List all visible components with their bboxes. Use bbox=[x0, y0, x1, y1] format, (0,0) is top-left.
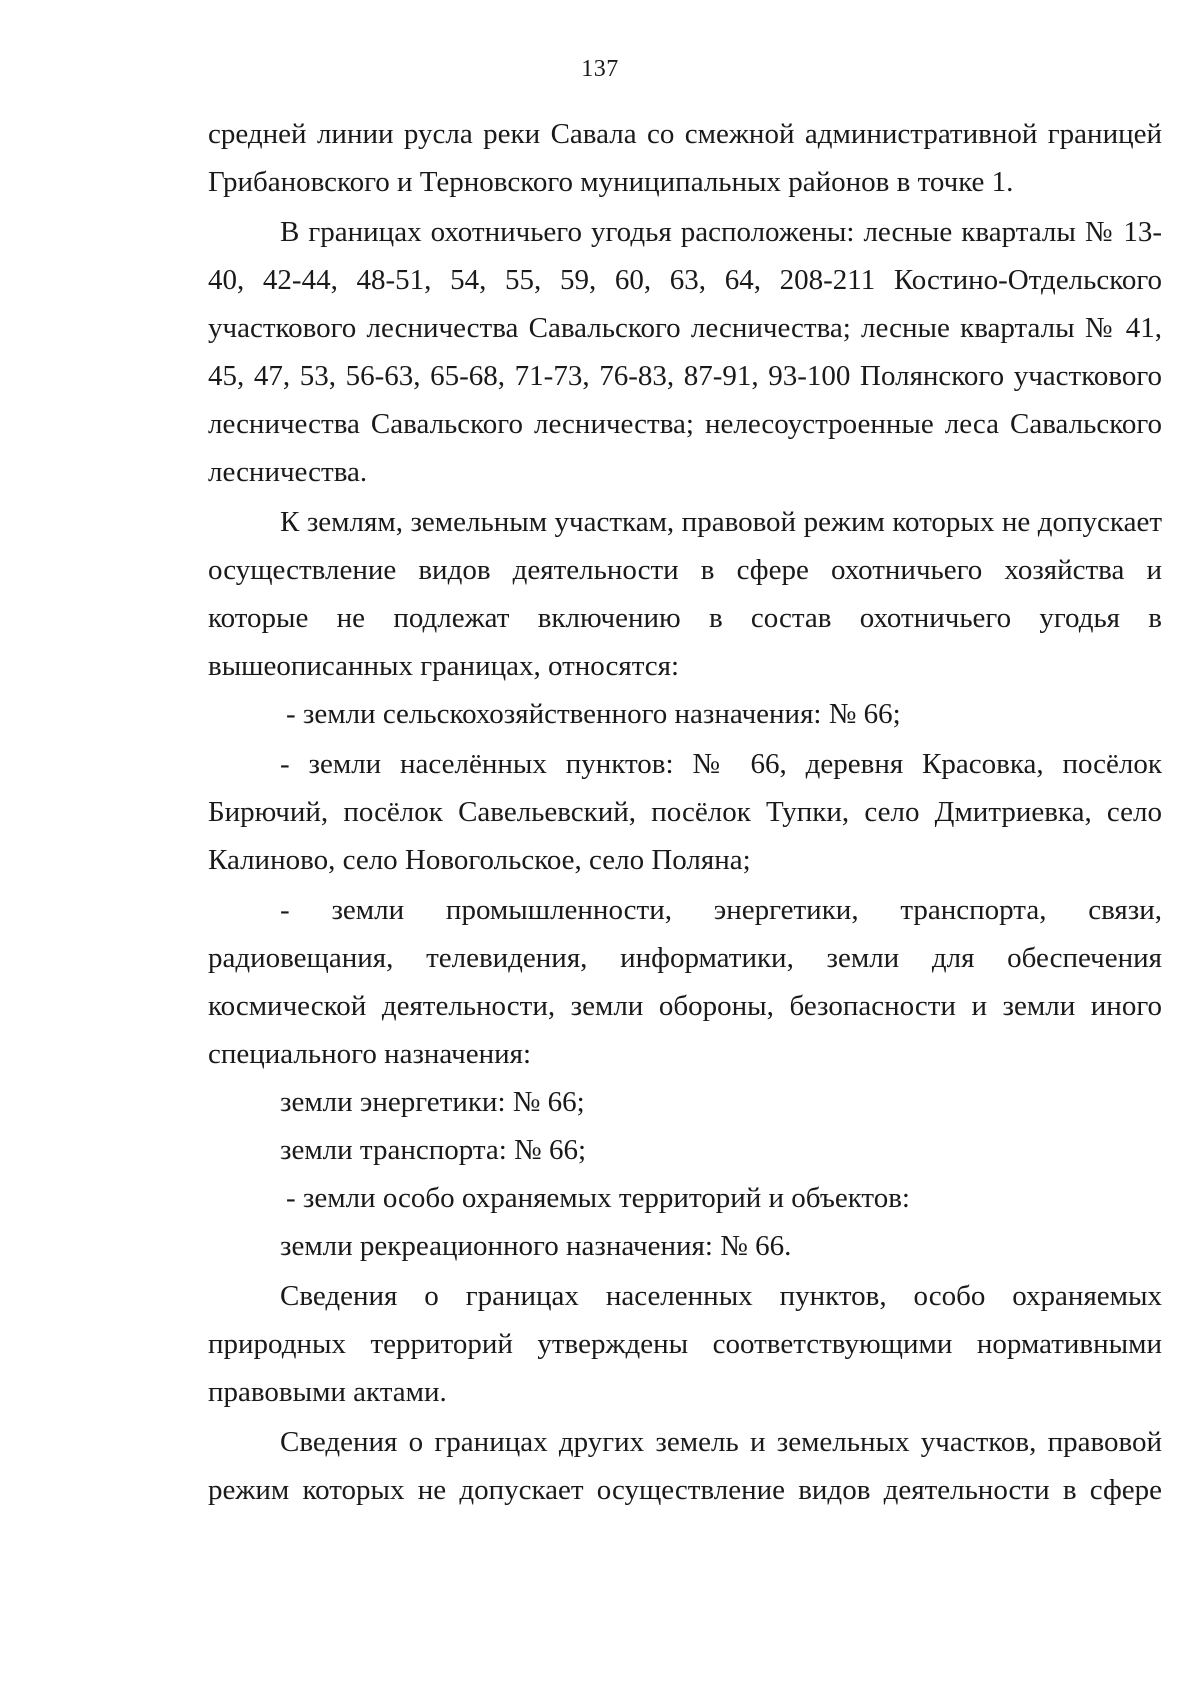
paragraph-boundary-end: средней линии русла реки Савала со смежной административной границей Грибановского и Терновского муниципальных районов в точке 1. bbox=[208, 118, 1162, 198]
sub-item-recreational-lands: земли рекреационного назначения: № 66. bbox=[280, 1230, 792, 1262]
paragraph-other-lands: Сведения о границах других земель и земельных участков, правовой режим которых не допускает осуществление видов деятельности в сфере bbox=[208, 1426, 1162, 1506]
paragraph-excluded-lands-intro: К землям, земельным участкам, правовой режим которых не допускает осуществление видов деятельности в сфере охотничьего хозяйства и которые не подлежат включению в состав охотничьего угодья в вышеописанных границах, относятся: bbox=[208, 506, 1162, 682]
list-item-industrial-lands: - земли промышленности, энергетики, транспорта, связи, радиовещания, телевидения, информатики, земли для обеспечения космической деятельности, земли обороны, безопасности и земли иного специального назначения: bbox=[208, 894, 1162, 1070]
page-number: 137 bbox=[581, 56, 619, 82]
paragraph-forest-quarters: В границах охотничьего угодья расположены: лесные кварталы № 13-40, 42-44, 48-51, 54, 55, 59, 60, 63, 64, 208-211 Костино-Отдельского участкового лесничества Савальского лесничества; лесные кварталы № 41, 45, 47, 53, 56-63, 65-68, 71-73, 76-83, 87-91, 93-100 Полянского участкового лесничества Савальского лесничества; нелесоустроенные леса Савальского лесничества. bbox=[208, 216, 1162, 488]
list-item-agricultural-lands: - земли сельскохозяйственного назначения: № 66; bbox=[286, 698, 901, 730]
list-item-settlement-lands: - земли населённых пунктов: № 66, деревня Красовка, посёлок Бирючий, посёлок Савельевский, посёлок Тупки, село Дмитриевка, село Калиново, село Новогольское, село Поляна; bbox=[208, 748, 1162, 876]
paragraph-boundary-acts: Сведения о границах населенных пунктов, особо охраняемых природных территорий утверждены соответствующими нормативными правовыми актами. bbox=[208, 1280, 1162, 1408]
document-body bbox=[208, 110, 1162, 1514]
list-item-protected-lands: - земли особо охраняемых территорий и объектов: bbox=[286, 1182, 910, 1214]
sub-item-transport-lands: земли транспорта: № 66; bbox=[280, 1134, 587, 1166]
sub-item-energy-lands: земли энергетики: № 66; bbox=[280, 1086, 585, 1118]
